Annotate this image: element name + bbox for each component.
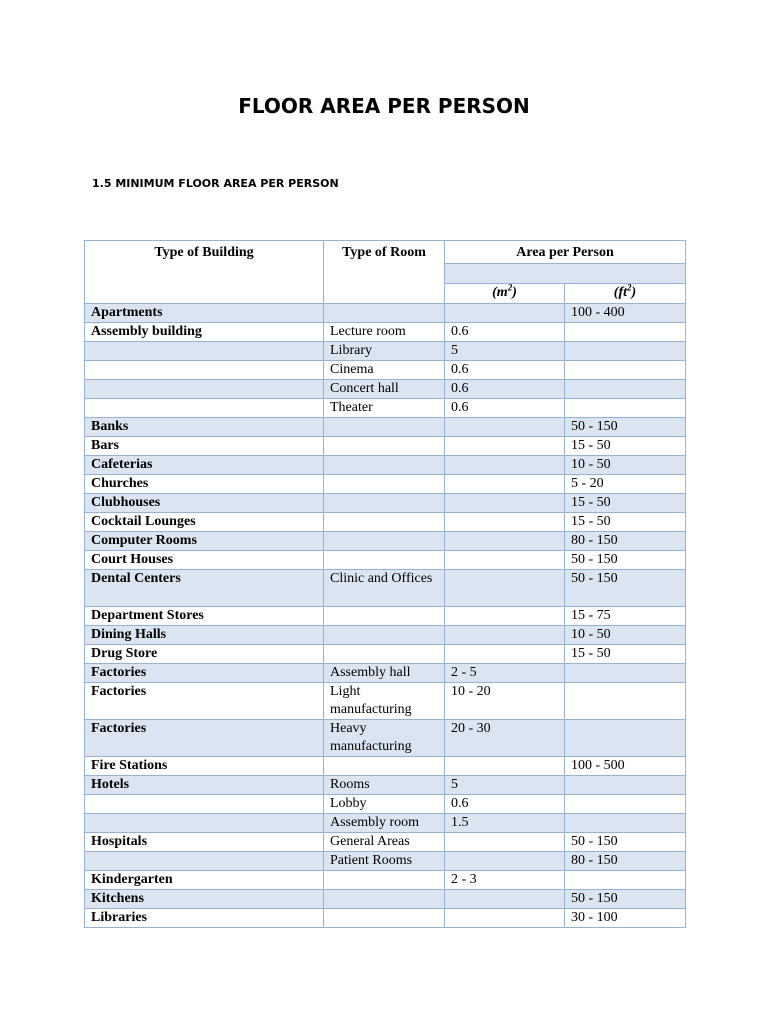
cell-building: Drug Store — [85, 645, 324, 664]
cell-area-m2 — [445, 626, 565, 645]
cell-area-m2: 2 - 3 — [445, 871, 565, 890]
cell-area-ft2: 10 - 50 — [565, 626, 686, 645]
cell-building: Cocktail Lounges — [85, 513, 324, 532]
table-body — [85, 304, 686, 928]
cell-room — [324, 456, 445, 475]
cell-area-m2: 1.5 — [445, 814, 565, 833]
table-row — [85, 720, 686, 757]
table-row — [85, 833, 686, 852]
cell-area-m2 — [445, 437, 565, 456]
cell-room — [324, 871, 445, 890]
cell-room — [324, 757, 445, 776]
cell-building: Computer Rooms — [85, 532, 324, 551]
cell-room — [324, 909, 445, 928]
cell-building — [85, 814, 324, 833]
cell-room: Concert hall — [324, 380, 445, 399]
cell-area-ft2: 80 - 150 — [565, 532, 686, 551]
cell-room: Assembly room — [324, 814, 445, 833]
cell-building: Bars — [85, 437, 324, 456]
table-row — [85, 304, 686, 323]
table-row — [85, 890, 686, 909]
cell-area-m2 — [445, 494, 565, 513]
cell-area-m2: 20 - 30 — [445, 720, 565, 757]
table-row — [85, 437, 686, 456]
cell-area-m2 — [445, 532, 565, 551]
table-row — [85, 776, 686, 795]
cell-area-ft2: 15 - 50 — [565, 645, 686, 664]
cell-area-m2 — [445, 757, 565, 776]
cell-building: Cafeterias — [85, 456, 324, 475]
cell-area-ft2 — [565, 664, 686, 683]
cell-building: Fire Stations — [85, 757, 324, 776]
table-row — [85, 852, 686, 871]
cell-room — [324, 437, 445, 456]
cell-area-m2: 5 — [445, 776, 565, 795]
cell-area-ft2: 50 - 150 — [565, 418, 686, 437]
cell-area-ft2 — [565, 795, 686, 814]
cell-area-ft2: 15 - 50 — [565, 437, 686, 456]
cell-room: Lecture room — [324, 323, 445, 342]
cell-building: Hospitals — [85, 833, 324, 852]
table-row — [85, 626, 686, 645]
table-row — [85, 871, 686, 890]
cell-area-ft2: 80 - 150 — [565, 852, 686, 871]
cell-area-m2 — [445, 890, 565, 909]
cell-building — [85, 852, 324, 871]
cell-building: Factories — [85, 683, 324, 720]
cell-room — [324, 626, 445, 645]
cell-room: Light manufacturing — [324, 683, 445, 720]
cell-area-ft2 — [565, 399, 686, 418]
cell-area-m2 — [445, 852, 565, 871]
cell-room: Cinema — [324, 361, 445, 380]
unit-m-label: m — [496, 285, 508, 300]
table-row — [85, 380, 686, 399]
cell-area-ft2 — [565, 380, 686, 399]
cell-area-ft2: 5 - 20 — [565, 475, 686, 494]
header-building: Type of Building — [85, 241, 324, 304]
cell-area-ft2 — [565, 814, 686, 833]
cell-area-m2 — [445, 607, 565, 626]
cell-area-ft2: 30 - 100 — [565, 909, 686, 928]
cell-area-ft2: 50 - 150 — [565, 890, 686, 909]
table-row — [85, 418, 686, 437]
cell-room — [324, 418, 445, 437]
cell-room: Theater — [324, 399, 445, 418]
cell-area-m2: 0.6 — [445, 399, 565, 418]
cell-room: Heavy manufacturing — [324, 720, 445, 757]
cell-building: Department Stores — [85, 607, 324, 626]
cell-building: Apartments — [85, 304, 324, 323]
table-row — [85, 323, 686, 342]
cell-area-m2 — [445, 570, 565, 607]
cell-room — [324, 475, 445, 494]
table-row — [85, 814, 686, 833]
cell-area-m2: 10 - 20 — [445, 683, 565, 720]
cell-area-m2 — [445, 833, 565, 852]
cell-area-m2 — [445, 909, 565, 928]
cell-area-ft2: 100 - 400 — [565, 304, 686, 323]
cell-building: Banks — [85, 418, 324, 437]
table-row — [85, 456, 686, 475]
cell-area-m2: 5 — [445, 342, 565, 361]
cell-room: Lobby — [324, 795, 445, 814]
cell-building — [85, 380, 324, 399]
table-row — [85, 361, 686, 380]
cell-area-m2 — [445, 645, 565, 664]
header-area: Area per Person — [445, 241, 686, 264]
cell-room — [324, 607, 445, 626]
table-row — [85, 513, 686, 532]
cell-building: Factories — [85, 720, 324, 757]
cell-room: Clinic and Offices — [324, 570, 445, 607]
cell-area-ft2 — [565, 342, 686, 361]
cell-room — [324, 304, 445, 323]
cell-area-m2 — [445, 418, 565, 437]
cell-room — [324, 890, 445, 909]
table-row — [85, 532, 686, 551]
table-row — [85, 494, 686, 513]
cell-area-ft2 — [565, 361, 686, 380]
table-row — [85, 645, 686, 664]
cell-room — [324, 551, 445, 570]
table-row — [85, 570, 686, 607]
cell-area-ft2 — [565, 323, 686, 342]
header-unit-ft2: $(ft^2)$ — [565, 284, 686, 304]
cell-area-ft2: 15 - 50 — [565, 494, 686, 513]
unit-ft-label: ft — [618, 285, 628, 300]
cell-building: Assembly building — [85, 323, 324, 342]
cell-room: Assembly hall — [324, 664, 445, 683]
cell-area-ft2 — [565, 683, 686, 720]
table-row — [85, 551, 686, 570]
cell-building — [85, 399, 324, 418]
header-blank-band — [445, 264, 686, 284]
cell-building: Dining Halls — [85, 626, 324, 645]
cell-building — [85, 361, 324, 380]
cell-room — [324, 645, 445, 664]
table-row — [85, 683, 686, 720]
cell-building: Churches — [85, 475, 324, 494]
cell-building: Factories — [85, 664, 324, 683]
cell-area-ft2: 50 - 150 — [565, 833, 686, 852]
cell-room — [324, 494, 445, 513]
page-title: FLOOR AREA PER PERSON — [238, 94, 530, 118]
cell-area-m2: 0.6 — [445, 323, 565, 342]
cell-area-m2 — [445, 475, 565, 494]
table-row — [85, 475, 686, 494]
cell-room: General Areas — [324, 833, 445, 852]
floor-area-table — [84, 240, 686, 928]
cell-building: Clubhouses — [85, 494, 324, 513]
unit-m-power: 2 — [507, 283, 513, 293]
cell-area-ft2 — [565, 871, 686, 890]
cell-area-ft2: 50 - 150 — [565, 570, 686, 607]
cell-room — [324, 513, 445, 532]
table-row — [85, 607, 686, 626]
cell-area-ft2: 15 - 75 — [565, 607, 686, 626]
cell-area-ft2 — [565, 720, 686, 757]
cell-building: Libraries — [85, 909, 324, 928]
cell-area-ft2: 10 - 50 — [565, 456, 686, 475]
header-unit-m2: $(m^2)$ — [445, 284, 565, 304]
cell-area-m2 — [445, 456, 565, 475]
cell-room: Library — [324, 342, 445, 361]
cell-room: Rooms — [324, 776, 445, 795]
cell-building: Kitchens — [85, 890, 324, 909]
cell-area-m2: 0.6 — [445, 380, 565, 399]
cell-area-ft2: 50 - 150 — [565, 551, 686, 570]
cell-building — [85, 342, 324, 361]
cell-room: Patient Rooms — [324, 852, 445, 871]
cell-area-ft2: 15 - 50 — [565, 513, 686, 532]
section-heading: 1.5 MINIMUM FLOOR AREA PER PERSON — [92, 177, 339, 190]
cell-area-m2 — [445, 304, 565, 323]
table-row — [85, 342, 686, 361]
cell-room — [324, 532, 445, 551]
cell-area-m2 — [445, 551, 565, 570]
table-row — [85, 795, 686, 814]
cell-building — [85, 795, 324, 814]
table-row — [85, 757, 686, 776]
table-row — [85, 399, 686, 418]
cell-area-m2: 0.6 — [445, 795, 565, 814]
cell-building: Hotels — [85, 776, 324, 795]
cell-area-m2: 2 - 5 — [445, 664, 565, 683]
cell-building: Dental Centers — [85, 570, 324, 607]
unit-ft-power: 2 — [627, 283, 632, 293]
cell-building: Kindergarten — [85, 871, 324, 890]
cell-area-ft2 — [565, 776, 686, 795]
table-row — [85, 909, 686, 928]
header-room: Type of Room — [324, 241, 445, 304]
cell-building: Court Houses — [85, 551, 324, 570]
table-row — [85, 664, 686, 683]
cell-area-m2: 0.6 — [445, 361, 565, 380]
cell-area-ft2: 100 - 500 — [565, 757, 686, 776]
cell-area-m2 — [445, 513, 565, 532]
